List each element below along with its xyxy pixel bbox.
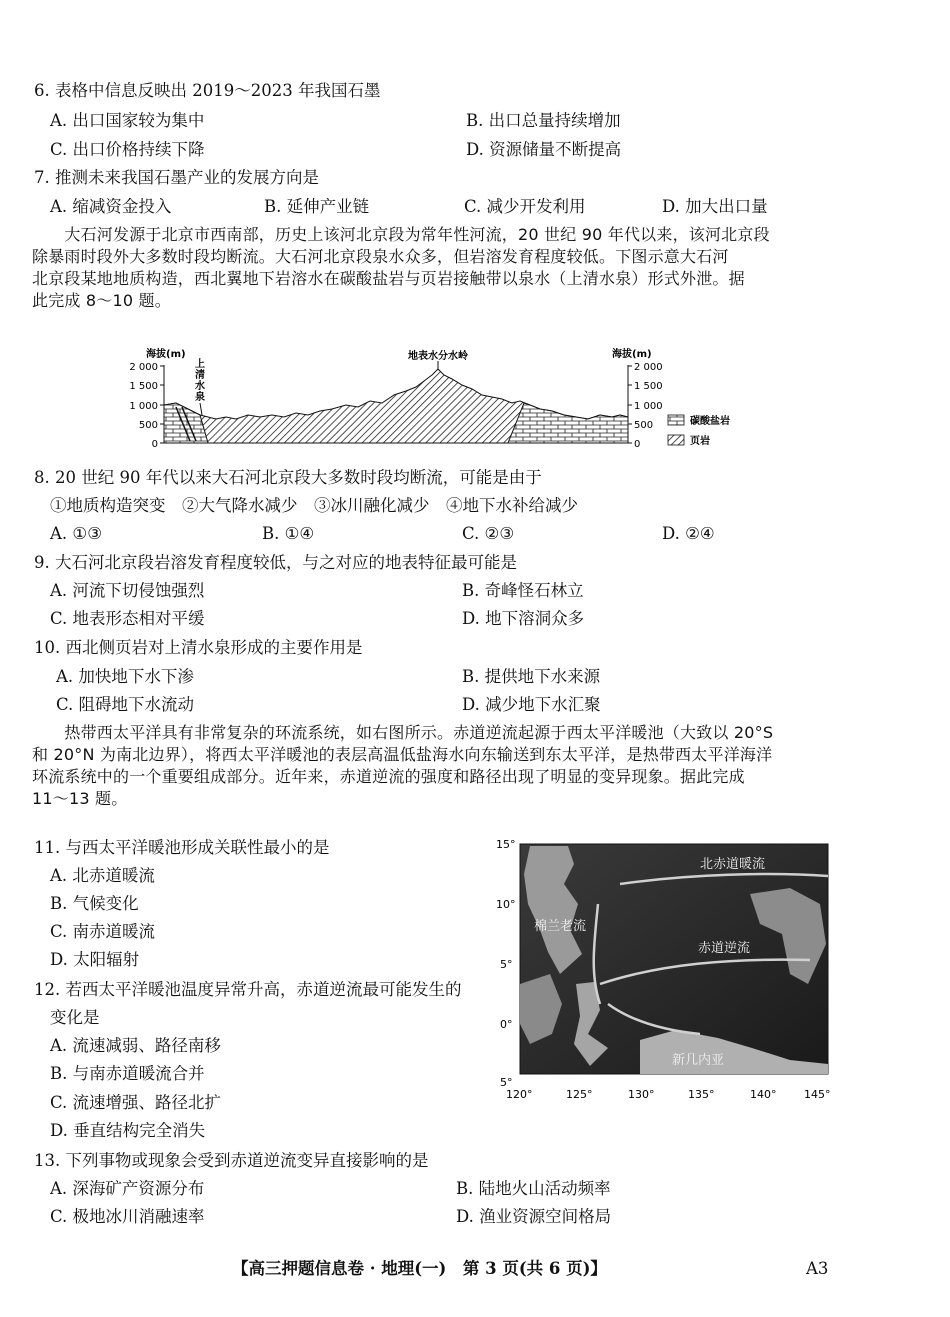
divide-label: 地表水分水岭 — [408, 351, 468, 362]
passage2-line: 和 20°N 为南北边界），将西太平洋暖池的表层高温低盐海水向东输送到东太平洋，是热带西太平洋海洋 — [32, 745, 773, 764]
spring-label-char: 水 — [195, 381, 205, 392]
q7-option-a: A. 缩减资金投入 — [50, 197, 172, 216]
passage2-line: 热带西太平洋具有非常复杂的环流系统，如右图所示。赤道逆流起源于西太平洋暖池（大致以 20°S — [32, 723, 774, 742]
spring-label-char: 上 — [195, 359, 205, 370]
lon-label: 145° — [804, 1088, 831, 1101]
lat-label: 15° — [496, 838, 516, 851]
right-tick: 1 000 — [634, 401, 663, 412]
question-12-stem-cont: 变化是 — [50, 1008, 100, 1027]
carbonate-layer-right — [508, 403, 628, 443]
passage-pacific-circulation — [32, 722, 840, 810]
q8-items: ①地质构造突变 ②大气降水减少 ③冰川融化减少 ④地下水补给减少 — [50, 496, 578, 515]
q10-option-b: B. 提供地下水来源 — [462, 667, 601, 686]
lat-label: 5° — [500, 958, 513, 971]
lon-label: 135° — [688, 1088, 715, 1101]
spring-label-char: 泉 — [195, 392, 205, 403]
footer-title: 【高三押题信息卷 · 地理(一) 第 3 页(共 6 页)】 — [232, 1259, 607, 1278]
left-axis-title: 海拔(m) — [146, 349, 186, 360]
label-counter-current: 赤道逆流 — [698, 941, 751, 956]
passage1-line: 北京段某地地质构造，西北翼地下岩溶水在碳酸盐岩与页岩接触带以泉水（上清水泉）形式外泄。据 — [32, 269, 745, 288]
q12-option-a: A. 流速减弱、路径南移 — [50, 1036, 221, 1055]
label-north-equatorial: 北赤道暖流 — [700, 857, 766, 872]
question-12-stem: 12. 若西太平洋暖池温度异常升高，赤道逆流最可能发生的 — [34, 980, 462, 999]
passage-dashi-river — [32, 224, 840, 312]
passage2-line: 环流系统中的一个重要组成部分。近年来，赤道逆流的强度和路径出现了明显的变异现象。据此完成 — [32, 767, 745, 786]
q11-option-c: C. 南赤道暖流 — [50, 922, 156, 941]
lat-label: 10° — [496, 898, 516, 911]
q12-option-d: D. 垂直结构完全消失 — [50, 1121, 206, 1140]
q10-option-a: A. 加快地下水下渗 — [56, 667, 194, 686]
question-10-stem: 10. 西北侧页岩对上清水泉形成的主要作用是 — [34, 638, 363, 657]
q6-option-b: B. 出口总量持续增加 — [466, 111, 621, 130]
q13-option-d: D. 渔业资源空间格局 — [456, 1207, 612, 1226]
spring-pointer — [200, 403, 202, 415]
footer-code: A3 — [806, 1259, 829, 1278]
label-mindanao: 棉兰老流 — [534, 919, 587, 934]
q7-option-c: C. 减少开发利用 — [464, 197, 586, 216]
lat-label: 0° — [500, 1018, 513, 1031]
question-11-stem: 11. 与西太平洋暖池形成关联性最小的是 — [34, 838, 330, 857]
lon-label: 130° — [628, 1088, 655, 1101]
right-tick: 500 — [634, 420, 654, 431]
geological-profile-figure — [120, 345, 760, 457]
q13-option-a: A. 深海矿产资源分布 — [50, 1179, 205, 1198]
question-9-stem: 9. 大石河北京段岩溶发育程度较低，与之对应的地表特征最可能是 — [34, 553, 517, 572]
q7-option-d: D. 加大出口量 — [662, 197, 768, 216]
right-tick: 2 000 — [634, 362, 663, 373]
q6-option-a: A. 出口国家较为集中 — [50, 111, 205, 130]
left-tick: 2 000 — [129, 362, 158, 373]
lon-label: 120° — [506, 1088, 533, 1101]
spring-label-char: 清 — [195, 370, 205, 381]
legend-carbonate-swatch — [668, 415, 684, 425]
passage2-line: 11～13 题。 — [32, 789, 128, 808]
q13-option-b: B. 陆地火山活动频率 — [456, 1179, 611, 1198]
passage1-line: 除暴雨时段外大多数时段均断流。大石河北京段泉水众多，但岩溶发育程度较低。下图示意大石河 — [32, 247, 729, 266]
q12-option-b: B. 与南赤道暖流合并 — [50, 1064, 205, 1083]
left-tick: 1 500 — [129, 381, 158, 392]
right-tick: 0 — [634, 439, 641, 450]
q8-option-c: C. ②③ — [462, 524, 515, 543]
q12-option-c: C. 流速增强、路径北扩 — [50, 1093, 222, 1112]
lat-label: 5° — [500, 1076, 513, 1089]
question-13-stem: 13. 下列事物或现象会受到赤道逆流变异直接影响的是 — [34, 1151, 429, 1170]
q8-option-b: B. ①④ — [262, 524, 315, 543]
q9-option-c: C. 地表形态相对平缓 — [50, 609, 205, 628]
label-new-guinea: 新几内亚 — [672, 1053, 725, 1068]
passage1-line: 此完成 8～10 题。 — [32, 291, 171, 310]
q8-option-d: D. ②④ — [662, 524, 715, 543]
question-8-stem: 8. 20 世纪 90 年代以来大石河北京段大多数时段均断流，可能是由于 — [34, 468, 542, 487]
q10-option-d: D. 减少地下水汇聚 — [462, 695, 601, 714]
left-tick: 0 — [151, 439, 158, 450]
question-6-stem: 6. 表格中信息反映出 2019～2023 年我国石墨 — [34, 81, 381, 100]
q6-option-c: C. 出口价格持续下降 — [50, 140, 205, 159]
q11-option-d: D. 太阳辐射 — [50, 950, 140, 969]
q8-option-a: A. ①③ — [50, 524, 102, 543]
q11-option-b: B. 气候变化 — [50, 894, 139, 913]
q9-option-d: D. 地下溶洞众多 — [462, 609, 585, 628]
passage1-line: 大石河发源于北京市西南部，历史上该河北京段为常年性河流，20 世纪 90 年代以来，该河北京段 — [32, 225, 770, 244]
right-axis-title: 海拔(m) — [612, 349, 652, 360]
legend-carbonate-label: 碳酸盐岩 — [690, 416, 730, 427]
left-tick: 1 000 — [129, 401, 158, 412]
q11-option-a: A. 北赤道暖流 — [50, 866, 155, 885]
left-tick: 500 — [138, 420, 158, 431]
legend-shale-swatch — [668, 435, 684, 445]
q7-option-b: B. 延伸产业链 — [264, 197, 370, 216]
q13-option-c: C. 极地冰川消融速率 — [50, 1207, 205, 1226]
legend-shale-label: 页岩 — [690, 436, 710, 447]
q6-option-d: D. 资源储量不断提高 — [466, 140, 622, 159]
q9-option-a: A. 河流下切侵蚀强烈 — [50, 581, 205, 600]
lon-label: 140° — [750, 1088, 777, 1101]
lon-label: 125° — [566, 1088, 593, 1101]
q9-option-b: B. 奇峰怪石林立 — [462, 581, 584, 600]
question-7-stem: 7. 推测未来我国石墨产业的发展方向是 — [34, 168, 319, 187]
ocean-current-map — [490, 834, 838, 1104]
q10-option-c: C. 阻碍地下水流动 — [56, 695, 195, 714]
right-tick: 1 500 — [634, 381, 663, 392]
